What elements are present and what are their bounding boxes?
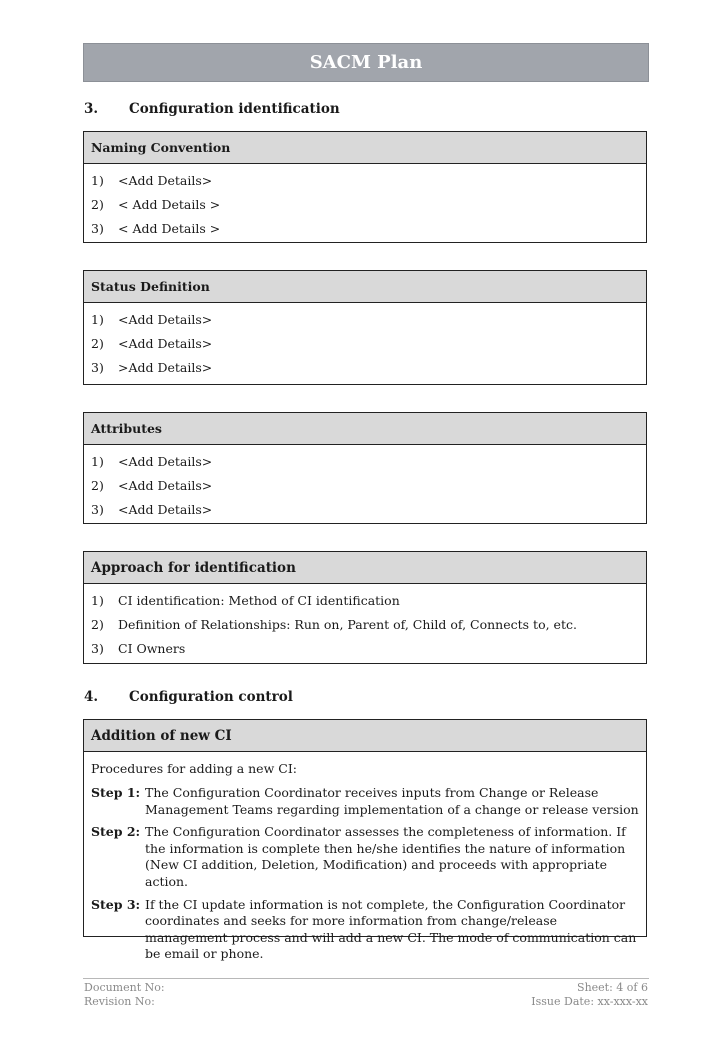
item-text: <Add Details> <box>118 502 213 517</box>
document-title-bar <box>83 43 649 82</box>
sheet-number: Sheet: 4 of 6 <box>577 981 648 994</box>
step-label: Step 2: <box>91 824 141 840</box>
document-title: SACM Plan <box>309 52 423 73</box>
status-list <box>84 303 646 384</box>
approach-list <box>84 584 646 665</box>
procedure-step <box>84 824 646 890</box>
step-text: If the CI update information is not complete, the Configuration Coordinator coordinates and seeks for more information from change/release management process and will add a new CI. The mode of communication can be email or phone. <box>145 896 637 962</box>
approach-identification-box <box>83 551 647 664</box>
step-label: Step 1: <box>91 785 141 800</box>
box-title: Status Definition <box>84 271 646 303</box>
footer-row-1 <box>84 981 648 994</box>
revision-number-label: Revision No: <box>84 995 155 1008</box>
item-number: 1) <box>91 173 104 188</box>
step-text: The Configuration Coordinator receives inputs from Change or Release Management Teams regarding implementation of a change or release version <box>145 785 639 817</box>
list-item <box>91 613 646 637</box>
list-item <box>91 217 646 241</box>
footer-row-2 <box>84 995 648 1008</box>
attributes-list <box>84 445 646 526</box>
section-number: 4. <box>84 689 99 705</box>
item-number: 3) <box>91 641 104 656</box>
item-text: <Add Details> <box>118 312 213 327</box>
item-number: 1) <box>91 593 104 608</box>
item-text: CI Owners <box>118 641 186 656</box>
item-number: 3) <box>91 502 104 517</box>
step-text: The Configuration Coordinator assesses the completeness of information. If the information is complete then he/she identifies the nature of information (New CI addition, Deletion, Modification) and proceeds with appropriate action. <box>145 824 626 889</box>
item-number: 2) <box>91 197 104 212</box>
list-item <box>91 498 646 522</box>
attributes-box <box>83 412 647 524</box>
addition-new-ci-box <box>83 719 647 962</box>
item-number: 2) <box>91 336 104 351</box>
list-item <box>91 474 646 498</box>
section-title: Configuration control <box>129 689 293 705</box>
list-item <box>91 193 646 217</box>
list-item <box>91 308 646 332</box>
item-number: 2) <box>91 617 104 632</box>
naming-list <box>84 164 646 245</box>
section-number: 3. <box>84 101 99 117</box>
list-item <box>91 637 646 661</box>
section-title: Configuration identification <box>129 101 340 117</box>
list-item <box>91 356 646 380</box>
item-text: <Add Details> <box>118 454 213 469</box>
item-text: CI identification: Method of CI identification <box>118 593 400 608</box>
list-item <box>91 450 646 474</box>
document-number-label: Document No: <box>84 981 165 994</box>
item-text: >Add Details> <box>118 360 213 375</box>
item-number: 3) <box>91 360 104 375</box>
footer-divider <box>83 978 649 979</box>
section-4-heading <box>84 689 293 705</box>
list-item <box>91 589 646 613</box>
box-title: Attributes <box>84 413 646 445</box>
item-text: Definition of Relationships: Run on, Parent of, Child of, Connects to, etc. <box>118 617 577 632</box>
procedure-intro: Procedures for adding a new CI: <box>91 761 297 776</box>
item-text: <Add Details> <box>118 173 213 188</box>
item-number: 1) <box>91 454 104 469</box>
item-number: 1) <box>91 312 104 327</box>
list-item <box>91 169 646 193</box>
procedure-step <box>84 897 646 963</box>
item-number: 3) <box>91 221 104 236</box>
box-title: Naming Convention <box>84 132 646 164</box>
naming-convention-box <box>83 131 647 243</box>
box-title: Approach for identification <box>84 552 646 584</box>
section-3-heading <box>84 101 340 117</box>
list-item <box>91 332 646 356</box>
item-text: <Add Details> <box>118 478 213 493</box>
procedure-step <box>84 785 646 818</box>
box-title: Addition of new CI <box>84 720 646 752</box>
issue-date: Issue Date: xx-xxx-xx <box>531 995 648 1008</box>
status-definition-box <box>83 270 647 385</box>
item-number: 2) <box>91 478 104 493</box>
step-label: Step 3: <box>91 896 141 912</box>
item-text: < Add Details > <box>118 221 221 236</box>
item-text: < Add Details > <box>118 197 221 212</box>
item-text: <Add Details> <box>118 336 213 351</box>
